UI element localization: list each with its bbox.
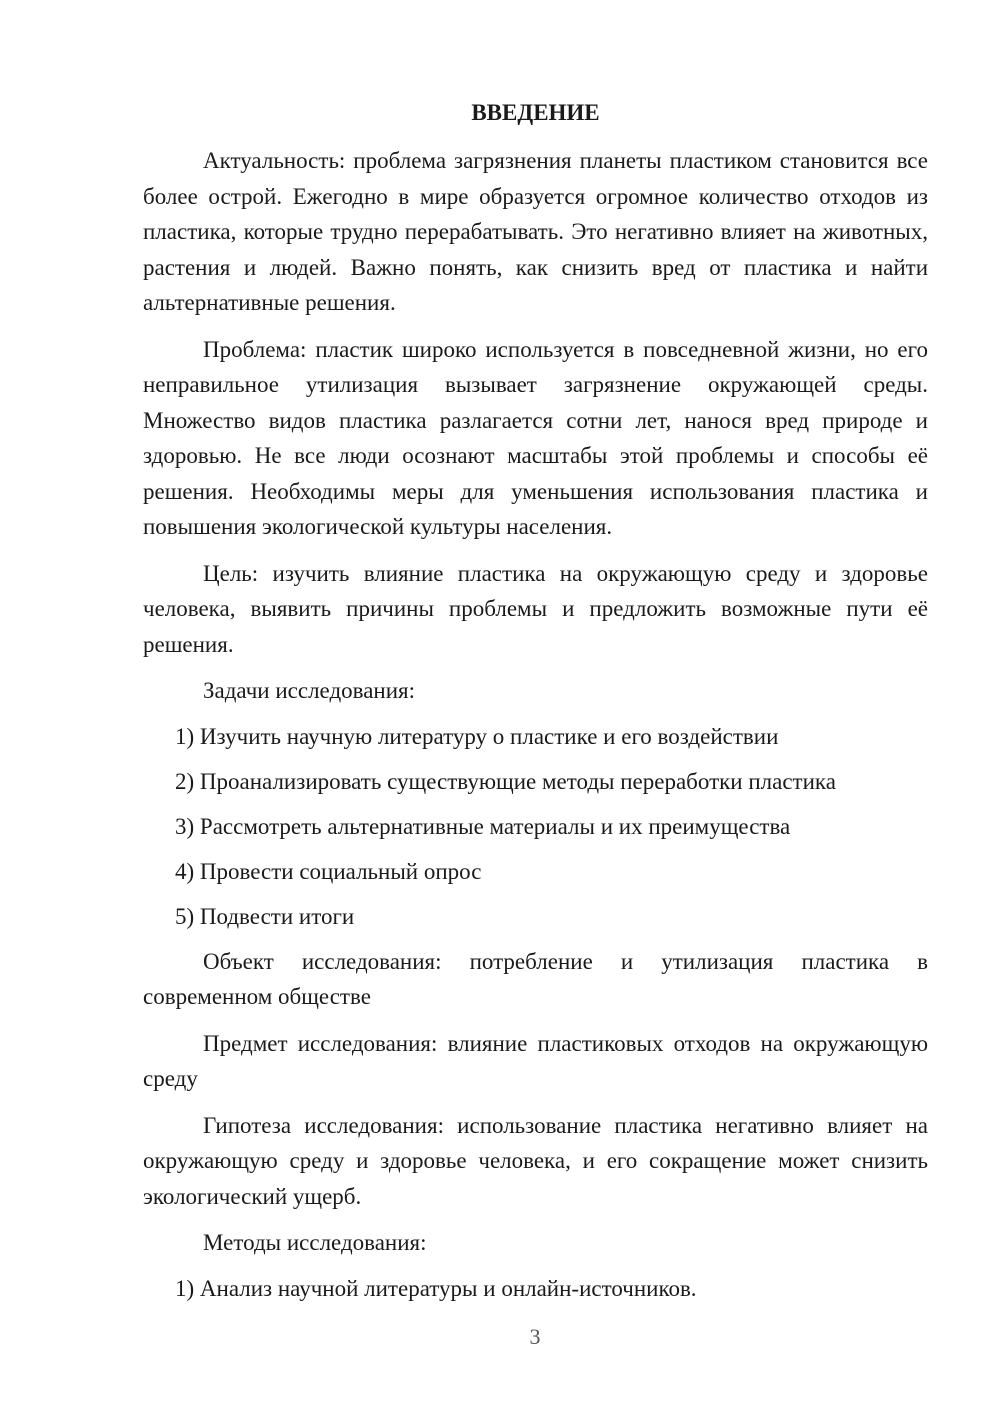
task-item-1: 1) Изучить научную литературу о пластике и его воздействии [175, 723, 779, 749]
tasks-heading: Задачи исследования: [203, 678, 416, 703]
object-paragraph: Объект исследования: потребление и утилизация пластика в современном обществе [143, 948, 928, 1009]
problem-paragraph: Проблема: пластик широко используется в повседневной жизни, но его неправильное утилизация вызывает загрязнение окружающей среды. Множество видов пластика разлагается сотни лет, нанося вред природе и здоровью. Не все люди осознают масштабы этой проблемы и способы её решения. Необходимы меры для уменьшения использования пластика и повышения экологической культуры населения. [143, 336, 928, 539]
hypothesis-paragraph: Гипотеза исследования: использование пластика негативно влияет на окружающую среду и здоровье человека, и его сокращение может снизить экологический ущерб. [143, 1112, 928, 1209]
task-item-2: 2) Проанализировать существующие методы переработки пластика [175, 768, 836, 794]
relevance-paragraph: Актуальность: проблема загрязнения планеты пластиком становится все более острой. Ежегодно в мире образуется огромное количество отходов из пластика, которые трудно перерабатывать. Это негативно влияет на животных, растения и людей. Важно понять, как снизить вред от пластика и найти альтернативные решения. [143, 148, 928, 315]
method-item-1: 1) Анализ научной литературы и онлайн-источников. [175, 1275, 697, 1301]
subject-paragraph: Предмет исследования: влияние пластиковых отходов на окружающую среду [143, 1030, 928, 1091]
page-content [143, 95, 928, 1316]
page-number: 3 [529, 1324, 541, 1349]
section-title: ВВЕДЕНИЕ [471, 100, 600, 125]
methods-heading: Методы исследования: [203, 1230, 427, 1255]
task-item-3: 3) Рассмотреть альтернативные материалы и их преимущества [175, 813, 791, 839]
goal-paragraph: Цель: изучить влияние пластика на окружающую среду и здоровье человека, выявить причины проблемы и предложить возможные пути её решения. [143, 560, 928, 657]
task-item-4: 4) Провести социальный опрос [175, 858, 482, 884]
task-item-5: 5) Подвести итоги [175, 903, 355, 929]
